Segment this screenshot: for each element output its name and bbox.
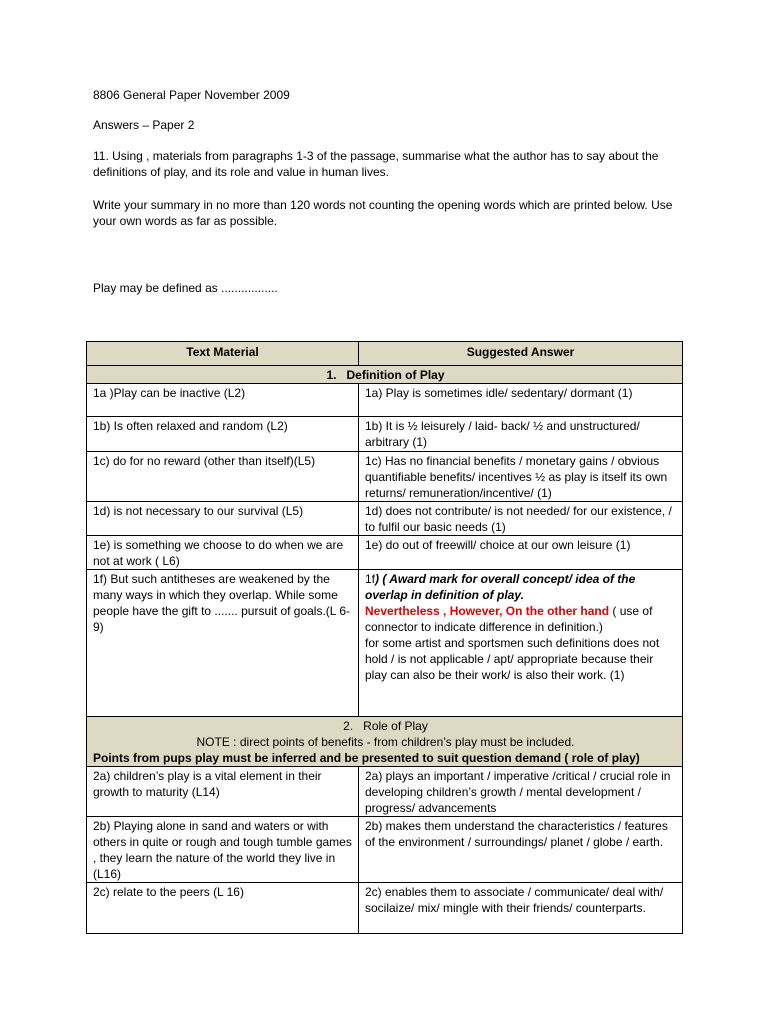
text-material-cell: 1b) Is often relaxed and random (L2)	[87, 417, 359, 452]
section-row-definition	[87, 366, 683, 384]
section-number: 1.	[326, 368, 337, 382]
suggested-answer-cell	[359, 570, 683, 717]
text-material-cell: 2a) children’s play is a vital element in their growth to maturity (L14)	[87, 767, 359, 817]
table-header-row	[87, 342, 683, 366]
connector-words: Nevertheless , However, On the other hand	[365, 604, 610, 618]
section-title: Definition of Play	[346, 368, 445, 382]
table-row	[87, 817, 683, 883]
answers-table	[86, 341, 683, 934]
table-row	[87, 767, 683, 817]
section-title: Role of Play	[363, 719, 428, 733]
header-suggested-answer: Suggested Answer	[359, 342, 683, 366]
table-row	[87, 883, 683, 934]
suggested-answer-cell: 1c) Has no financial benefits / monetary gains / obvious quantifiable benefits/ incentives ½ as play is itself its own returns/ remuneration/incentive/ (1)	[359, 452, 683, 502]
text-material-cell: 2b) Playing alone in sand and waters or with others in quite or rough and tough tumble games , they learn the nature of the world they live in (L16)	[87, 817, 359, 883]
text-material-cell: 2c) relate to the peers (L 16)	[87, 883, 359, 934]
text-material-cell: 1c) do for no reward (other than itself)(L5)	[87, 452, 359, 502]
text-material-cell: 1d) is not necessary to our survival (L5)	[87, 502, 359, 536]
text-material-cell: 1a )Play can be inactive (L2)	[87, 384, 359, 417]
question-text: 11. Using , materials from paragraphs 1-3 of the passage, summarise what the author has to say about the definitions of play, and its role and value in human lives.	[93, 149, 659, 179]
section-heading	[87, 366, 683, 384]
suggested-answer-cell: 1a) Play is sometimes idle/ sedentary/ dormant (1)	[359, 384, 683, 417]
suggested-answer-cell: 1b) It is ½ leisurely / laid- back/ ½ and unstructured/ arbitrary (1)	[359, 417, 683, 452]
section-heading	[87, 717, 683, 767]
table-row	[87, 502, 683, 536]
instruction-text: Write your summary in no more than 120 words not counting the opening words which are printed below. Use your own words as far as possible.	[93, 198, 673, 228]
suggested-answer-cell: 1d) does not contribute/ is not needed/ for our existence, / to fulfil our basic needs (1)	[359, 502, 683, 536]
award-mark-note: ) ( Award mark for overall concept/ idea of the overlap in definition of play.	[365, 572, 636, 602]
section-number: 2.	[343, 719, 354, 733]
header-text-material: Text Material	[87, 342, 359, 366]
suggested-answer-cell: 2c) enables them to associate / communicate/ deal with/ socilaize/ mix/ mingle with their friends/ counterparts.	[359, 883, 683, 934]
opening-words: Play may be defined as .................	[93, 281, 278, 295]
table-row	[87, 452, 683, 502]
table-row	[87, 417, 683, 452]
table-row	[87, 536, 683, 570]
document-header: 8806 General Paper November 2009	[93, 88, 290, 102]
suggested-answer-cell: 2a) plays an important / imperative /critical / crucial role in developing children’s growth / mental development / progress/ advancements	[359, 767, 683, 817]
text-material-cell: 1f) But such antitheses are weakened by the many ways in which they overlap. While some people have the gift to ....... pursuit of goals.(L 6-9)	[87, 570, 359, 717]
suggested-answer-cell: 1e) do out of freewill/ choice at our own leisure (1)	[359, 536, 683, 570]
connector-note: ( use of connector to indicate difference in definition.)	[365, 604, 653, 634]
section-note-bold: Points from pups play must be inferred and be presented to suit question demand ( role of play)	[93, 751, 640, 765]
section-row-role	[87, 717, 683, 767]
table-row	[87, 384, 683, 417]
section-note: NOTE : direct points of benefits - from children’s play must be included.	[196, 735, 575, 749]
document-subheader: Answers – Paper 2	[93, 118, 195, 132]
suggested-answer-cell: 2b) makes them understand the characteristics / features of the environment / surroundings/ planet / globe / earth.	[359, 817, 683, 883]
table-row	[87, 570, 683, 717]
answer-prefix: 1f	[365, 572, 376, 586]
answer-rest: for some artist and sportsmen such definitions does not hold / is not applicable / apt/ appropriate because their play can also be their work/ is also their work. (1)	[365, 636, 660, 682]
text-material-cell: 1e) is something we choose to do when we are not at work ( L6)	[87, 536, 359, 570]
